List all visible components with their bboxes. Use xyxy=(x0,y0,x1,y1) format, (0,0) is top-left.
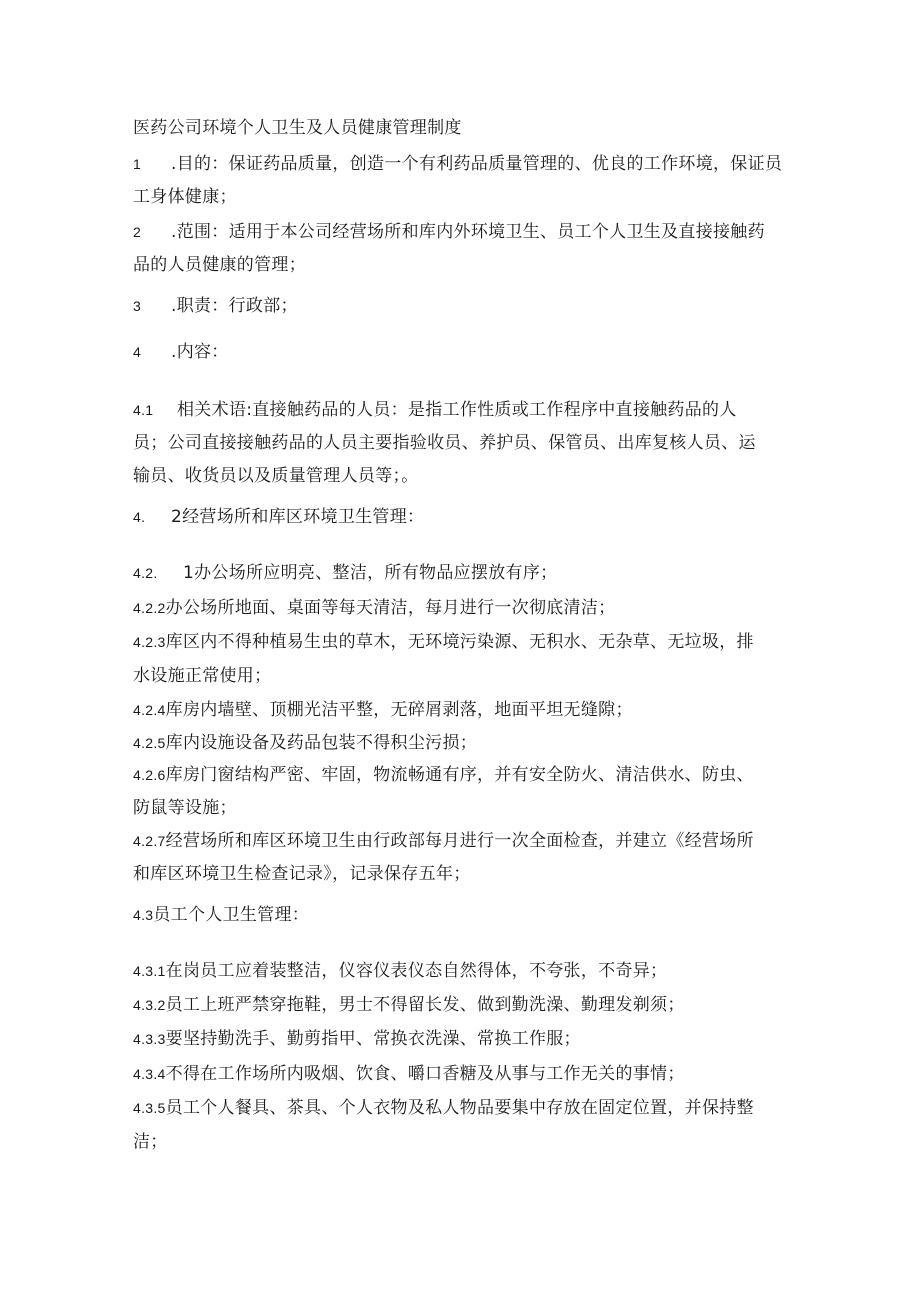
section-4-2 xyxy=(133,505,424,529)
section-text: 在岗员工应着装整洁，仪容仪表仪态自然得体，不夸张，不奇异； xyxy=(165,961,668,981)
section-number: 4.2. xyxy=(133,565,158,581)
section-4-2-3-line-2: 水设施正常使用； xyxy=(133,666,272,686)
section-4-2-2 xyxy=(133,596,615,620)
section-4-3 xyxy=(133,903,309,927)
section-number: 4.2.3 xyxy=(133,634,166,650)
section-text: 不得在工作场所内吸烟、饮食、嚼口香糖及从事与工作无关的事情； xyxy=(165,1064,685,1084)
section-text: 员工上班严禁穿拖鞋，男士不得留长发、做到勤洗澡、勤理发剃须； xyxy=(165,995,685,1015)
section-4 xyxy=(133,340,229,364)
section-number: 4.2.7 xyxy=(133,833,166,849)
section-1-line-2: 工身体健康； xyxy=(133,187,237,207)
section-4-1-line-2: 员；公司直接接触药品的人员主要指验收员、养护员、保管员、出库复核人员、运 xyxy=(133,433,756,453)
section-number: 4.3.3 xyxy=(133,1031,166,1047)
section-4-3-2 xyxy=(133,993,685,1017)
section-text: 库房内墙壁、顶棚光洁平整，无碎屑剥落，地面平坦无缝隙； xyxy=(165,700,633,720)
section-3 xyxy=(133,294,298,318)
section-4-2-6-line-1 xyxy=(133,763,754,787)
section-text: 员工个人卫生管理： xyxy=(153,905,310,925)
section-4-1-line-3: 输员、收货员以及质量管理人员等；。 xyxy=(133,466,419,486)
section-4-2-7-line-1 xyxy=(133,829,754,853)
section-4-2-5 xyxy=(133,731,477,755)
section-number: 4.3 xyxy=(133,907,154,923)
section-text: .范围：适用于本公司经营场所和库内外环境卫生、员工个人卫生及直接接触药 xyxy=(171,222,765,242)
section-number: 1 xyxy=(133,156,142,172)
section-4-3-5-line-2: 洁； xyxy=(133,1132,168,1152)
section-text: 库房门窗结构严密、牢固，物流畅通有序，并有安全防火、清洁供水、防虫、 xyxy=(165,765,754,785)
section-text: 办公场所地面、桌面等每天清洁，每月进行一次彻底清洁； xyxy=(165,598,616,618)
section-4-3-4 xyxy=(133,1062,685,1086)
section-number: 4.2.4 xyxy=(133,702,166,718)
section-number: 4.2.5 xyxy=(133,735,166,751)
section-2-line-2: 品的人员健康的管理； xyxy=(133,255,306,275)
document-title: 医药公司环境个人卫生及人员健康管理制度 xyxy=(133,118,462,138)
section-number: 4.3.2 xyxy=(133,997,166,1013)
section-text: .目的：保证药品质量，创造一个有利药品质量管理的、优良的工作环境，保证员 xyxy=(171,154,783,174)
section-2-line-1 xyxy=(133,220,765,244)
section-text: 相关术语:直接触药品的人员：是指工作性质或工作程序中直接触药品的人 xyxy=(177,400,737,420)
section-4-2-6-line-2: 防鼠等设施； xyxy=(133,798,237,818)
section-text: 库区内不得种植易生虫的草木，无环境污染源、无积水、无杂草、无垃圾，排 xyxy=(165,632,754,652)
section-text: 经营场所和库区环境卫生由行政部每月进行一次全面检查，并建立《经营场所 xyxy=(165,831,754,851)
section-number: 4 xyxy=(133,344,142,360)
section-text: 员工个人餐具、茶具、个人衣物及私人物品要集中存放在固定位置，并保持整 xyxy=(165,1098,754,1118)
section-number: 3 xyxy=(133,298,142,314)
section-4-1-line-1 xyxy=(133,398,737,422)
section-1-line-1 xyxy=(133,152,782,176)
section-text: 2经营场所和库区环境卫生管理： xyxy=(171,507,425,527)
section-4-2-7-line-2: 和库区环境卫生检查记录》，记录保存五年； xyxy=(133,864,471,884)
section-4-2-1 xyxy=(133,561,557,585)
section-number: 4.2.2 xyxy=(133,600,166,616)
section-text: 1办公场所应明亮、整洁，所有物品应摆放有序； xyxy=(183,563,558,583)
section-4-3-3 xyxy=(133,1027,581,1051)
section-number: 4.1 xyxy=(133,402,154,418)
section-text: .职责：行政部； xyxy=(171,296,298,316)
section-4-2-4 xyxy=(133,698,633,722)
section-number: 4. xyxy=(133,509,146,525)
section-number: 4.3.1 xyxy=(133,963,166,979)
section-number: 4.3.4 xyxy=(133,1066,166,1082)
section-text: 要坚持勤洗手、勤剪指甲、常换衣洗澡、常换工作服； xyxy=(165,1029,581,1049)
section-4-3-5-line-1 xyxy=(133,1096,754,1120)
section-number: 4.2.6 xyxy=(133,767,166,783)
section-number: 2 xyxy=(133,224,142,240)
section-number: 4.3.5 xyxy=(133,1100,166,1116)
section-4-2-3-line-1 xyxy=(133,630,754,654)
section-text: .内容： xyxy=(171,342,229,362)
section-4-3-1 xyxy=(133,959,667,983)
section-text: 库内设施设备及药品包装不得积尘污损； xyxy=(165,733,478,753)
